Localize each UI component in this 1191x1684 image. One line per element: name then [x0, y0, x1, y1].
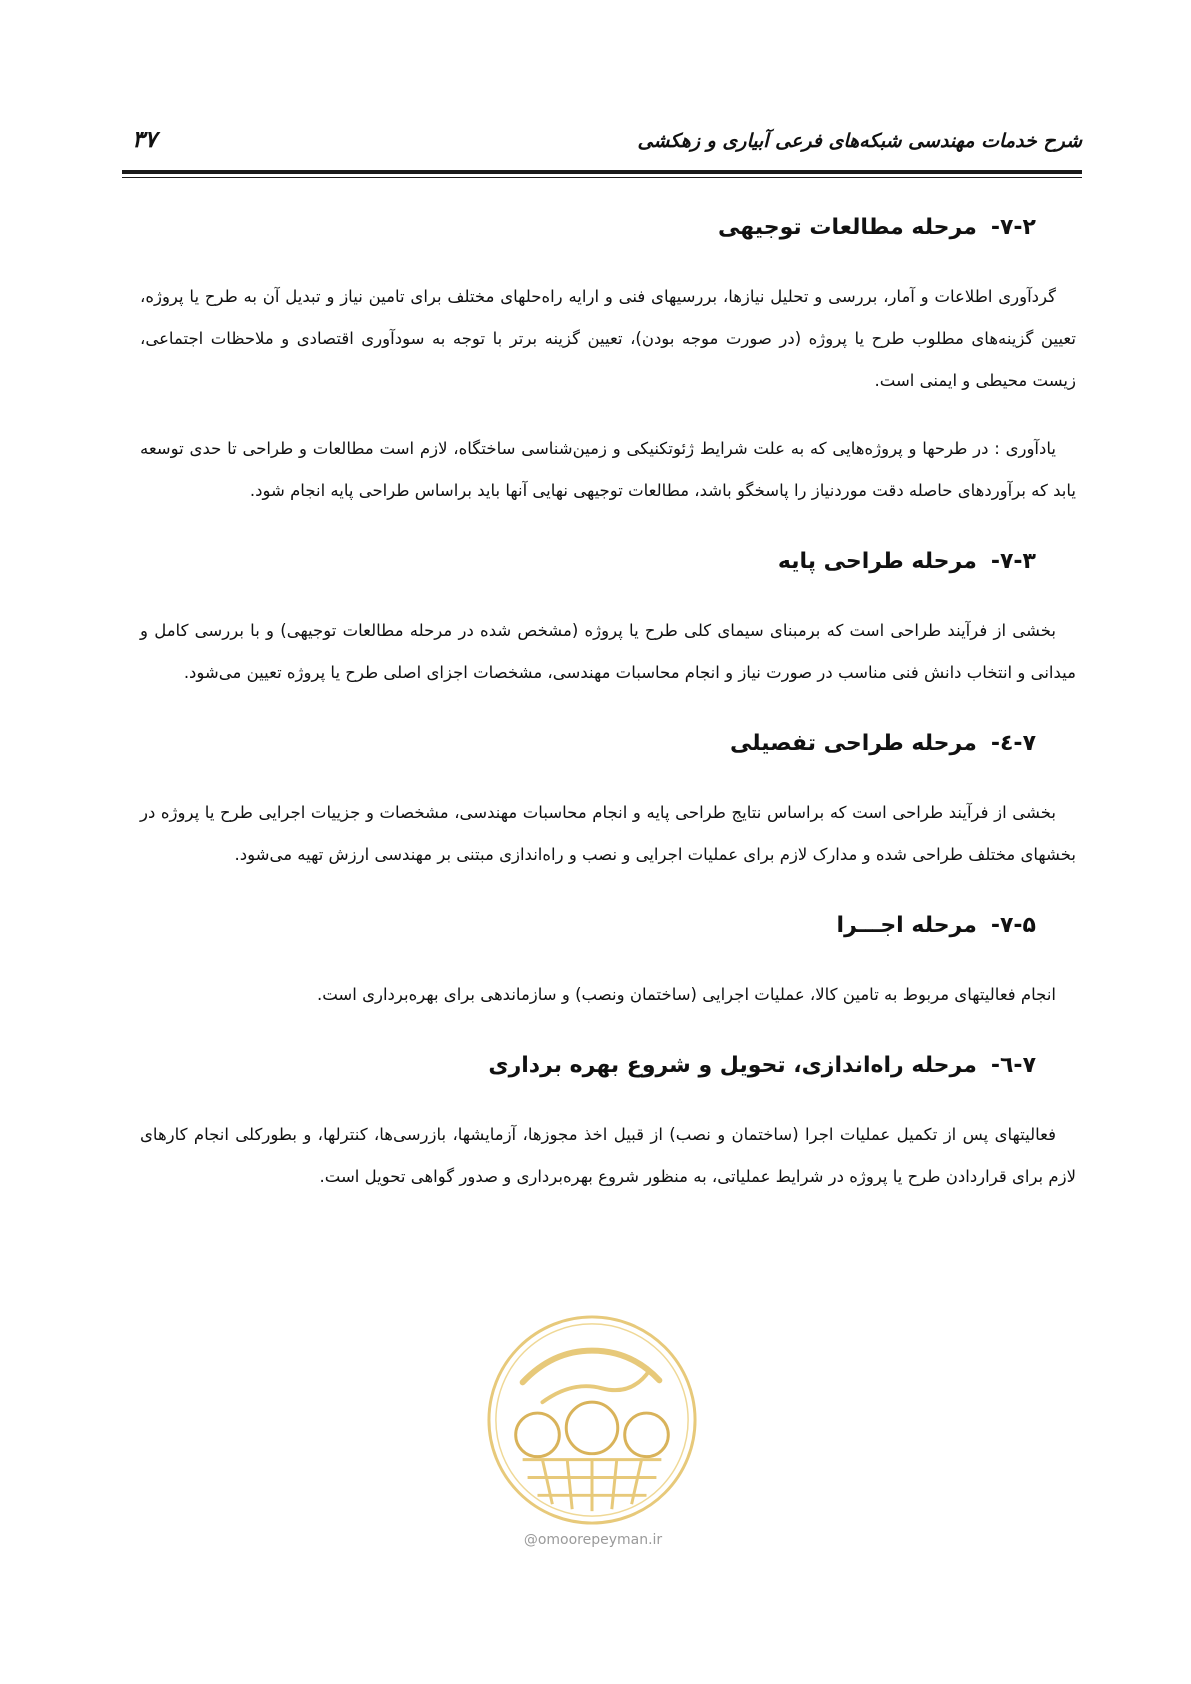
section-gap [140, 1016, 1076, 1046]
running-title: شرح خدمات مهندسی شبکه‌های فرعی آبیاری و زهکشی [637, 130, 1082, 152]
section-paragraph: بخشی از فرآیند طراحی است که براساس نتایج طراحی پایه و انجام محاسبات مهندسی، مشخصات و جزییات اجرایی طرح یا پروژه در بخشهای مختلف طراحی شده و مدارک لازم برای عملیات اجرایی و نصب و راه‌اندازی مبتنی بر مهندسی ارزش تهیه می‌شود. [140, 803, 1076, 864]
section-number: ۷-٤- [990, 731, 1036, 756]
logo-script-stroke [542, 1370, 649, 1402]
page-number: ۳۷ [132, 126, 157, 153]
section-basic-design [140, 542, 1076, 694]
section-gap [140, 512, 1076, 542]
section-title: مرحله اجـــرا [836, 913, 977, 938]
logo-script-stroke [523, 1351, 660, 1383]
section-feasibility-study [140, 208, 1076, 512]
page-header [122, 112, 1082, 170]
logo-gears [516, 1402, 669, 1457]
watermark-logo-icon [483, 1311, 701, 1529]
header-rule-thin [122, 177, 1082, 178]
watermark-website: @omoorepeyman.ir [523, 1532, 663, 1548]
section-commissioning [140, 1046, 1076, 1198]
section-heading [140, 208, 1076, 248]
section-number: ۷-۳- [990, 549, 1036, 574]
section-note: یادآوری : در طرحها و پروژه‌هایی که به علت شرایط ژئوتکنیکی و زمین‌شناسی ساختگاه، لازم است مطالعات و طراحی تا حدی توسعه یابد که برآوردهای حاصله دقت موردنیاز را پاسخگو باشد، مطالعات توجیهی نهایی آنها باید براساس طراحی پایه انجام شود. [140, 439, 1076, 500]
section-paragraph: گردآوری اطلاعات و آمار، بررسی و تحلیل نیازها، بررسیهای فنی و ارایه راه‌حلهای مختلف برای تامین نیاز و تبدیل آن به طرح یا پروژه، تعیین گزینه‌های مطلوب طرح یا پروژه (در صورت موجه بودن)، تعیین گزینه برتر با توجه به سودآوری اقتصادی و ملاحظات اجتماعی، زیست محیطی و ایمنی است. [140, 287, 1076, 390]
section-heading [140, 1046, 1076, 1086]
section-paragraph: بخشی از فرآیند طراحی است که برمبنای سیمای کلی طرح یا پروژه (مشخص شده در مرحله مطالعات توجیهی) و با بررسی کامل و میدانی و انتخاب دانش فنی مناسب در صورت نیاز و انجام محاسبات مهندسی، مشخصات اجزای اصلی طرح یا پروژه تعیین می‌شود. [140, 621, 1076, 682]
header-rule-thick [122, 170, 1082, 174]
section-execution [140, 906, 1076, 1016]
section-title: مرحله راه‌اندازی، تحویل و شروع بهره برداری [488, 1053, 977, 1078]
section-number: ۷-۲- [990, 215, 1036, 240]
section-gap [140, 694, 1076, 724]
section-heading [140, 906, 1076, 946]
section-heading [140, 724, 1076, 764]
page-body [140, 208, 1076, 1198]
section-paragraph: فعالیتهای پس از تکمیل عملیات اجرا (ساختمان و نصب) از قبیل اخذ مجوزها، آزمایشها، بازرسی‌ها، کنترلها، و بطورکلی انجام کارهای لازم برای قراردادن طرح یا پروژه در شرایط عملیاتی، به منظور شروع بهره‌برداری و صدور گواهی تحویل است. [140, 1125, 1076, 1186]
section-gap [140, 876, 1076, 906]
section-number: ۷-۵- [990, 913, 1036, 938]
section-title: مرحله مطالعات توجیهی [718, 215, 977, 240]
section-number: ۷-٦- [990, 1053, 1036, 1078]
section-title: مرحله طراحی تفصیلی [729, 731, 977, 756]
section-title: مرحله طراحی پایه [777, 549, 977, 574]
section-paragraph: انجام فعالیتهای مربوط به تامین کالا، عملیات اجرایی (ساختمان ونصب) و سازماندهی برای بهره‌برداری است. [316, 985, 1056, 1004]
section-detailed-design [140, 724, 1076, 876]
section-heading [140, 542, 1076, 582]
